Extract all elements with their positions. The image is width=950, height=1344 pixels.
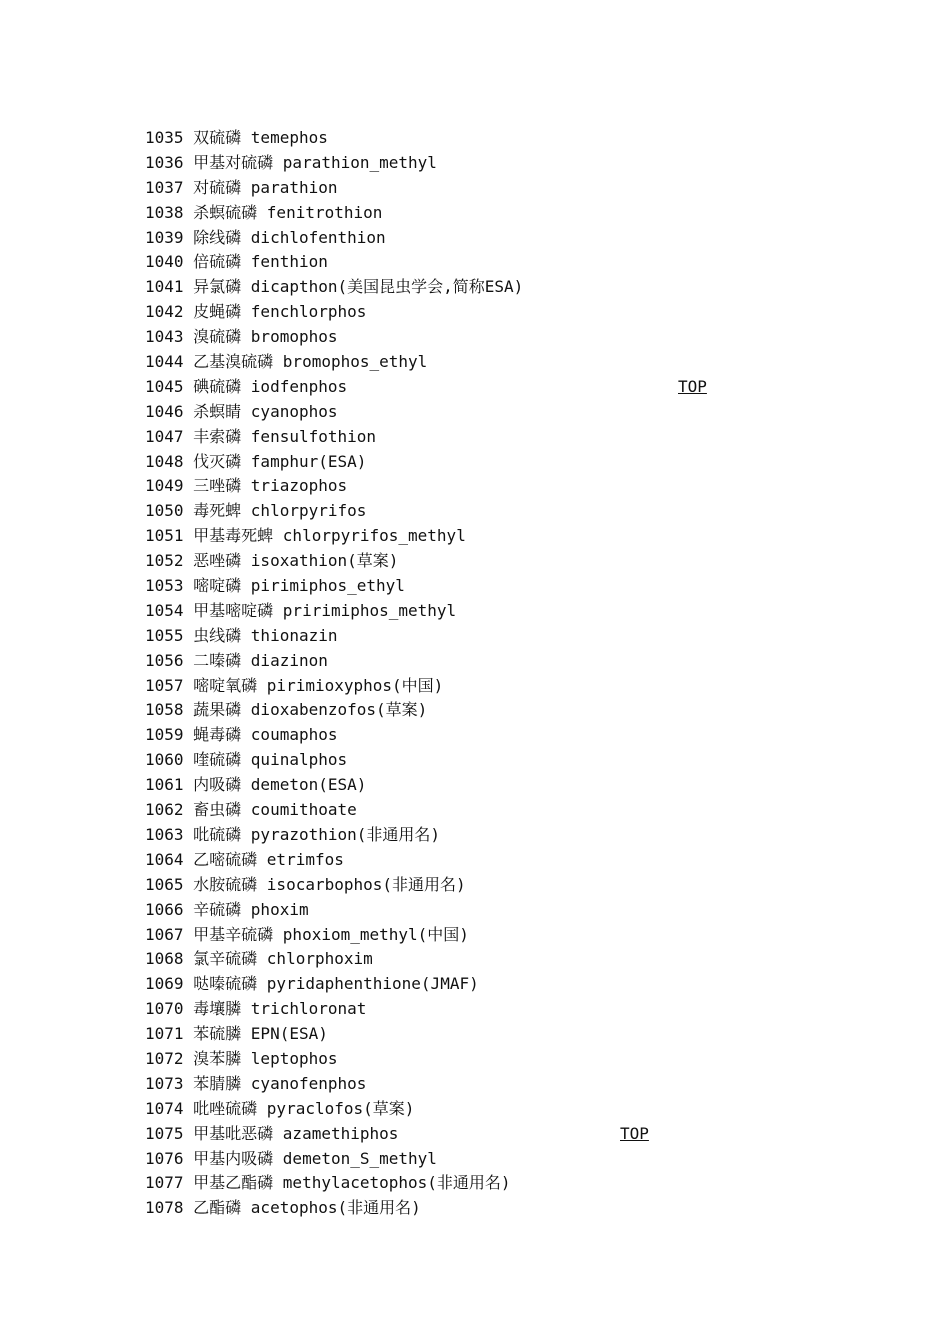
list-item bbox=[145, 226, 845, 251]
list-item bbox=[145, 972, 845, 997]
list-item bbox=[145, 325, 845, 350]
entry-text: 1048 伐灭磷 famphur(ESA) bbox=[145, 451, 367, 471]
entry-text: 1075 甲基吡恶磷 azamethiphos bbox=[145, 1123, 399, 1143]
entry-text: 1069 哒嗪硫磷 pyridaphenthione(JMAF) bbox=[145, 974, 479, 994]
entry-text: 1060 喹硫磷 quinalphos bbox=[145, 750, 348, 770]
list-item bbox=[145, 947, 845, 972]
entry-text: 1052 恶唑磷 isoxathion(草案) bbox=[145, 551, 399, 571]
list-item bbox=[145, 997, 845, 1022]
list-item bbox=[145, 1122, 845, 1147]
entry-text: 1073 苯腈膦 cyanofenphos bbox=[145, 1073, 367, 1093]
entry-text: 1040 倍硫磷 fenthion bbox=[145, 252, 328, 272]
list-item bbox=[145, 1047, 845, 1072]
entry-text: 1078 乙酯磷 acetophos(非通用名) bbox=[145, 1198, 421, 1218]
list-item bbox=[145, 375, 845, 400]
entry-text: 1076 甲基内吸磷 demeton_S_methyl bbox=[145, 1148, 437, 1168]
list-item bbox=[145, 300, 845, 325]
entry-text: 1044 乙基溴硫磷 bromophos_ethyl bbox=[145, 352, 428, 372]
list-item bbox=[145, 748, 845, 773]
entry-text: 1035 双硫磷 temephos bbox=[145, 128, 328, 147]
list-item bbox=[145, 773, 845, 798]
list-item bbox=[145, 474, 845, 499]
list-item bbox=[145, 400, 845, 425]
list-item bbox=[145, 574, 845, 599]
entry-text: 1074 吡唑硫磷 pyraclofos(草案) bbox=[145, 1098, 415, 1118]
entry-text: 1057 嘧啶氧磷 pirimioxyphos(中国) bbox=[145, 675, 444, 695]
list-item bbox=[145, 350, 845, 375]
entry-text: 1041 异氯磷 dicapthon(美国昆虫学会,简称ESA) bbox=[145, 277, 524, 297]
entry-text: 1055 虫线磷 thionazin bbox=[145, 625, 338, 645]
entry-text: 1049 三唑磷 triazophos bbox=[145, 476, 348, 496]
entry-text: 1067 甲基辛硫磷 phoxiom_methyl(中国) bbox=[145, 924, 469, 944]
list-item bbox=[145, 674, 845, 699]
entry-text: 1059 蝇毒磷 coumaphos bbox=[145, 725, 338, 745]
list-item bbox=[145, 1147, 845, 1172]
entry-text: 1042 皮蝇磷 fenchlorphos bbox=[145, 302, 367, 322]
entry-text: 1050 毒死蜱 chlorpyrifos bbox=[145, 501, 367, 521]
entry-text: 1056 二嗪磷 diazinon bbox=[145, 650, 328, 670]
entry-text: 1061 内吸磷 demeton(ESA) bbox=[145, 775, 367, 795]
entry-text: 1058 蔬果磷 dioxabenzofos(草案) bbox=[145, 700, 428, 720]
entry-text: 1047 丰索磷 fensulfothion bbox=[145, 426, 377, 446]
entry-text: 1054 甲基嘧啶磷 pririmiphos_methyl bbox=[145, 600, 457, 620]
list-item bbox=[145, 151, 845, 176]
pesticide-list bbox=[145, 126, 845, 1221]
list-item bbox=[145, 524, 845, 549]
list-item bbox=[145, 923, 845, 948]
entry-text: 1045 碘硫磷 iodfenphos bbox=[145, 376, 348, 396]
entry-text: 1065 水胺硫磷 isocarbophos(非通用名) bbox=[145, 874, 466, 894]
entry-text: 1037 对硫磷 parathion bbox=[145, 177, 338, 197]
list-item bbox=[145, 126, 845, 151]
list-item bbox=[145, 723, 845, 748]
list-item bbox=[145, 549, 845, 574]
top-link[interactable]: TOP bbox=[620, 1123, 649, 1143]
list-item bbox=[145, 450, 845, 475]
entry-text: 1053 嘧啶磷 pirimiphos_ethyl bbox=[145, 576, 405, 596]
entry-text: 1063 吡硫磷 pyrazothion(非通用名) bbox=[145, 824, 441, 844]
entry-text: 1066 辛硫磷 phoxim bbox=[145, 899, 309, 919]
top-link[interactable]: TOP bbox=[678, 376, 707, 396]
list-item bbox=[145, 1022, 845, 1047]
list-item bbox=[145, 823, 845, 848]
list-item bbox=[145, 649, 845, 674]
list-item bbox=[145, 275, 845, 300]
list-item bbox=[145, 599, 845, 624]
list-item bbox=[145, 798, 845, 823]
entry-text: 1051 甲基毒死蜱 chlorpyrifos_methyl bbox=[145, 526, 466, 546]
entry-text: 1036 甲基对硫磷 parathion_methyl bbox=[145, 152, 437, 172]
list-item bbox=[145, 698, 845, 723]
list-item bbox=[145, 1196, 845, 1221]
list-item bbox=[145, 624, 845, 649]
entry-text: 1062 畜虫磷 coumithoate bbox=[145, 800, 357, 820]
entry-text: 1038 杀螟硫磷 fenitrothion bbox=[145, 202, 383, 222]
entry-text: 1072 溴苯膦 leptophos bbox=[145, 1048, 338, 1068]
entry-text: 1039 除线磷 dichlofenthion bbox=[145, 227, 386, 247]
entry-text: 1043 溴硫磷 bromophos bbox=[145, 327, 338, 347]
entry-text: 1046 杀螟睛 cyanophos bbox=[145, 401, 338, 421]
entry-text: 1070 毒壤膦 trichloronat bbox=[145, 999, 367, 1019]
list-item bbox=[145, 1072, 845, 1097]
list-item bbox=[145, 1171, 845, 1196]
list-item bbox=[145, 425, 845, 450]
list-item bbox=[145, 848, 845, 873]
entry-text: 1064 乙嘧硫磷 etrimfos bbox=[145, 849, 344, 869]
list-item bbox=[145, 1097, 845, 1122]
list-item bbox=[145, 499, 845, 524]
list-item bbox=[145, 873, 845, 898]
list-item bbox=[145, 898, 845, 923]
entry-text: 1071 苯硫膦 EPN(ESA) bbox=[145, 1024, 328, 1044]
list-item bbox=[145, 250, 845, 275]
entry-text: 1068 氯辛硫磷 chlorphoxim bbox=[145, 949, 373, 969]
list-item bbox=[145, 176, 845, 201]
list-item bbox=[145, 201, 845, 226]
entry-text: 1077 甲基乙酯磷 methylacetophos(非通用名) bbox=[145, 1173, 511, 1193]
